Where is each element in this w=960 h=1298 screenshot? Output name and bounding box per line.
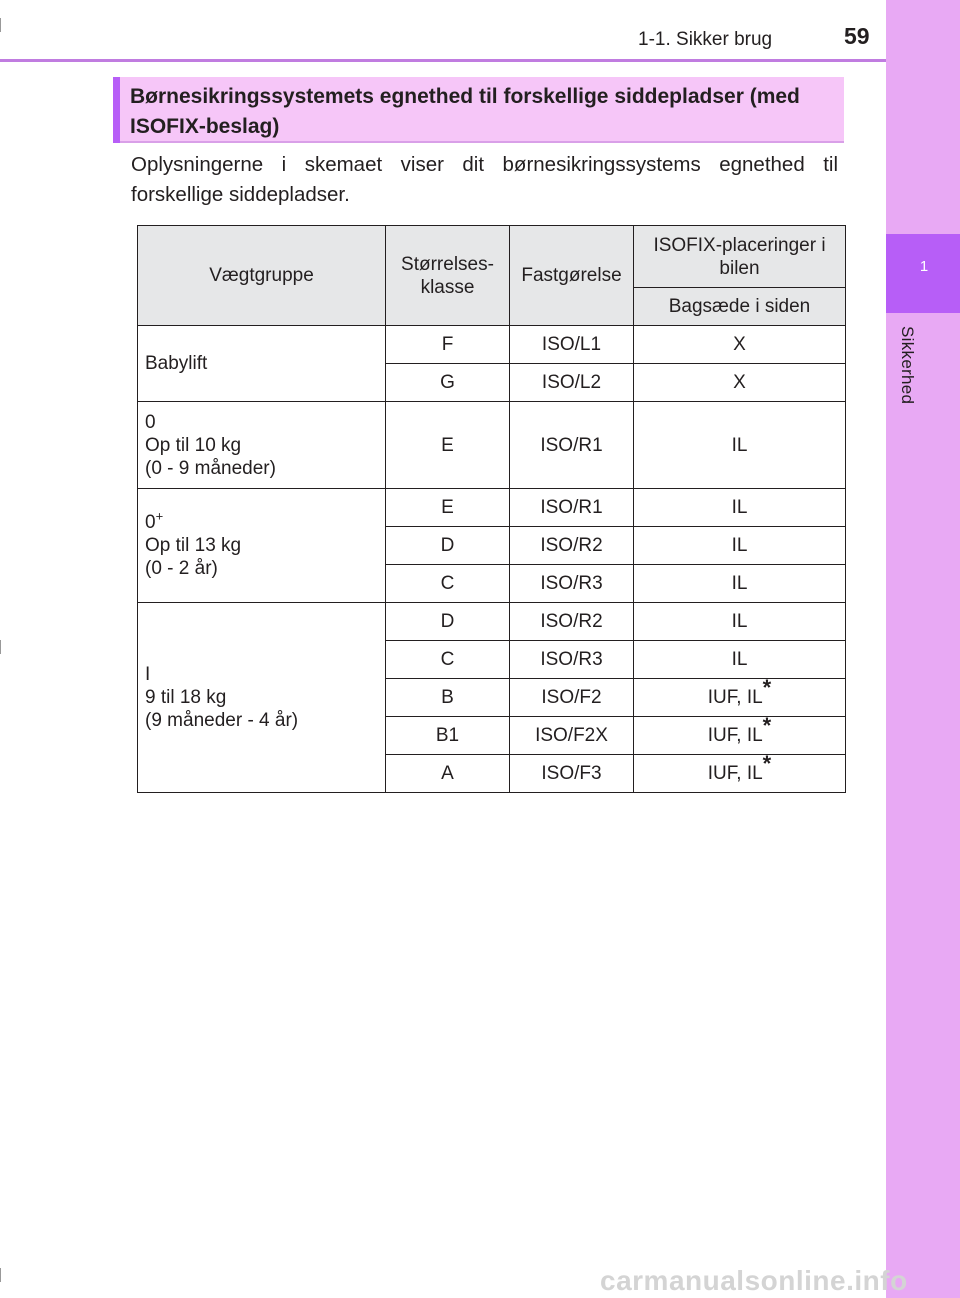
table-header-row	[138, 226, 846, 288]
table-row	[138, 603, 846, 641]
table-row	[138, 402, 846, 489]
weight-group-line: 0	[145, 411, 156, 433]
fixture-cell: ISO/R1	[510, 489, 634, 527]
fixture-cell: ISO/L1	[510, 326, 634, 364]
isofix-suitability-table	[137, 225, 846, 793]
position-value-cell: IL	[634, 565, 846, 603]
position-value-text: IUF, IL	[707, 763, 763, 784]
position-value-text: IUF, IL	[707, 687, 763, 708]
table-row	[138, 489, 846, 527]
fixture-cell: ISO/F3	[510, 755, 634, 793]
size-class-cell: C	[386, 641, 510, 679]
fixture-cell: ISO/F2	[510, 679, 634, 717]
crop-mark	[0, 1268, 1, 1282]
intro-paragraph: Oplysningerne i skemaet viser dit børnesikringssystems egnethed til forskellige siddepladser.	[131, 153, 838, 206]
position-value-text: IUF, IL	[707, 725, 763, 746]
watermark: carmanualsonline.info	[600, 1265, 908, 1296]
size-class-cell: E	[386, 402, 510, 489]
position-value-cell: IL	[634, 489, 846, 527]
weight-group-cell: Babylift	[138, 326, 386, 402]
position-value-cell: X	[634, 364, 846, 402]
size-class-cell: D	[386, 527, 510, 565]
crop-mark	[0, 18, 1, 32]
weight-group-line: (9 måneder - 4 år)	[145, 710, 299, 731]
size-class-cell: G	[386, 364, 510, 402]
size-class-cell: B1	[386, 717, 510, 755]
chapter-side-strip	[886, 0, 960, 1298]
position-value-cell	[634, 675, 846, 717]
size-class-cell: D	[386, 603, 510, 641]
section-heading: Børnesikringssystemets egnethed til forskellige siddepladser (med ISOFIX-beslag)	[130, 85, 800, 138]
fixture-cell: ISO/F2X	[510, 717, 634, 755]
chapter-tab-number[interactable]: 1	[886, 234, 960, 313]
position-value-cell: IL	[634, 641, 846, 679]
fixture-cell: ISO/R2	[510, 527, 634, 565]
fixture-cell: ISO/R3	[510, 641, 634, 679]
header-isofix-positions: ISOFIX-placeringer i bilen	[634, 226, 846, 288]
position-value-cell: IL	[634, 527, 846, 565]
crop-mark	[0, 640, 1, 654]
weight-group-cell	[138, 603, 386, 793]
footnote-marker: *	[762, 713, 772, 738]
weight-group-cell	[138, 489, 386, 603]
header-size-class: Størrelses-klasse	[386, 226, 510, 326]
heading-accent-bar	[113, 77, 120, 143]
position-value-cell: X	[634, 326, 846, 364]
size-class-cell: E	[386, 489, 510, 527]
fixture-cell: ISO/L2	[510, 364, 634, 402]
page-number: 59	[844, 23, 870, 49]
weight-group-code: 0	[145, 512, 156, 533]
position-value-cell: IL	[634, 402, 846, 489]
header-fixture: Fastgørelse	[510, 226, 634, 326]
table-row	[138, 326, 846, 364]
fixture-cell: ISO/R1	[510, 402, 634, 489]
header-rear-side-seat: Bagsæde i siden	[634, 288, 846, 326]
chapter-tab-label: Sikkerhed	[898, 326, 917, 405]
weight-group-cell	[138, 402, 386, 489]
position-value-cell	[634, 713, 846, 755]
section-title: 1-1. Sikker brug	[638, 29, 773, 50]
weight-group-line: Op til 10 kg	[145, 434, 242, 456]
weight-group-line: (0 - 9 måneder)	[145, 457, 276, 479]
header-weight-group: Vægtgruppe	[138, 226, 386, 326]
footnote-marker: *	[762, 751, 772, 776]
weight-group-line	[145, 508, 379, 534]
weight-group-line: (0 - 2 år)	[145, 558, 218, 579]
fixture-cell: ISO/R3	[510, 565, 634, 603]
size-class-cell: F	[386, 326, 510, 364]
footnote-marker: *	[762, 675, 772, 700]
header-rule	[0, 59, 886, 62]
size-class-cell: A	[386, 755, 510, 793]
position-value-cell: IL	[634, 603, 846, 641]
weight-group-line: I	[145, 664, 151, 685]
size-class-cell: C	[386, 565, 510, 603]
weight-group-superscript: +	[155, 508, 164, 524]
weight-group-line: 9 til 18 kg	[145, 687, 227, 708]
size-class-cell: B	[386, 679, 510, 717]
position-value-cell	[634, 751, 846, 793]
weight-group-line: Op til 13 kg	[145, 535, 242, 556]
fixture-cell: ISO/R2	[510, 603, 634, 641]
